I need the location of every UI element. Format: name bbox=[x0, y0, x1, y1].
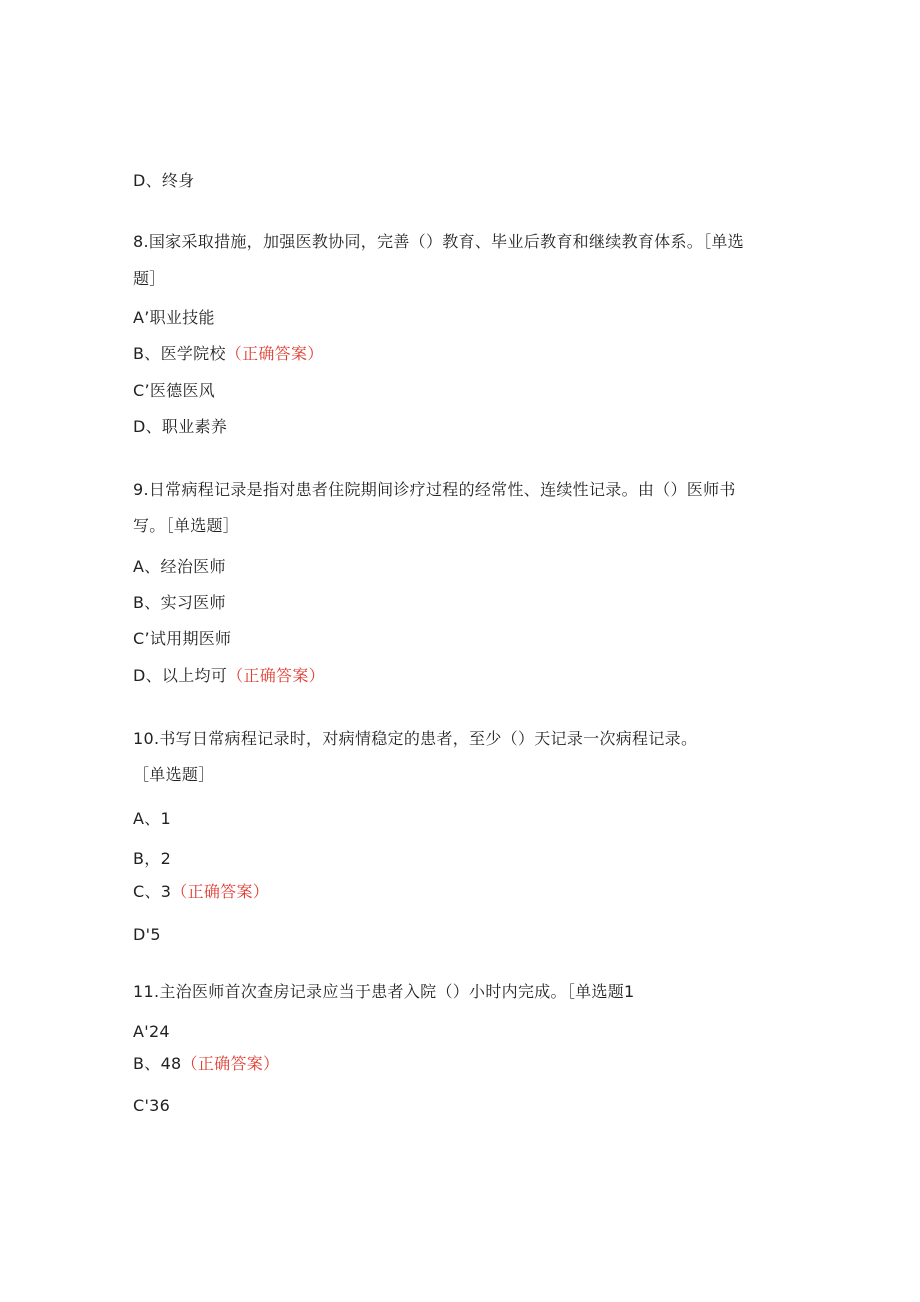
q11-option-b-text: B、48 bbox=[133, 1054, 182, 1073]
q8-option-b-text: B、医学院校 bbox=[133, 344, 226, 363]
q10-option-c bbox=[133, 881, 269, 903]
q10-stem-line1: 10.书写日常病程记录时，对病情稳定的患者，至少（）天记录一次病程记录。 bbox=[133, 729, 698, 748]
q10-correct-mark: （正确答案） bbox=[171, 882, 270, 901]
q7-option-d: D、终身 bbox=[133, 171, 195, 190]
q10-stem-line2: ［单选题］ bbox=[133, 765, 215, 784]
q10-option-b: B，2 bbox=[133, 849, 172, 868]
q8-stem-line1: 8.国家采取措施，加强医教协同，完善（）教育、毕业后教育和继续教育体系。［单选 bbox=[133, 232, 744, 251]
q9-option-a: A、经治医师 bbox=[133, 557, 226, 576]
q8-correct-mark: （正确答案） bbox=[225, 344, 324, 363]
q8-option-b bbox=[133, 343, 324, 365]
q11-stem-line1: 11.主治医师首次查房记录应当于患者入院（）小时内完成。［单选题1 bbox=[133, 982, 635, 1001]
q10-option-d: D'5 bbox=[133, 925, 161, 944]
q9-stem-line1: 9.日常病程记录是指对患者住院期间诊疗过程的经常性、连续性记录。由（）医师书 bbox=[133, 480, 736, 499]
q8-option-a: A’职业技能 bbox=[133, 308, 215, 327]
q11-correct-mark: （正确答案） bbox=[181, 1054, 280, 1073]
q10-option-c-text: C、3 bbox=[133, 882, 172, 901]
q11-option-c: C'36 bbox=[133, 1096, 171, 1115]
q11-option-a: A'24 bbox=[133, 1022, 170, 1041]
q9-stem-line2: 写。［单选题］ bbox=[133, 516, 240, 535]
q11-option-b bbox=[133, 1053, 279, 1075]
q8-stem-line2: 题］ bbox=[133, 269, 166, 288]
q8-option-c: C’医德医风 bbox=[133, 381, 216, 400]
q10-option-a: A、1 bbox=[133, 809, 172, 828]
q8-option-d: D、职业素养 bbox=[133, 417, 228, 436]
q9-option-d bbox=[133, 665, 325, 687]
q9-option-d-text: D、以上均可 bbox=[133, 666, 228, 685]
q9-option-c: C’试用期医师 bbox=[133, 629, 232, 648]
q9-option-b: B、实习医师 bbox=[133, 593, 226, 612]
q9-correct-mark: （正确答案） bbox=[227, 666, 325, 685]
